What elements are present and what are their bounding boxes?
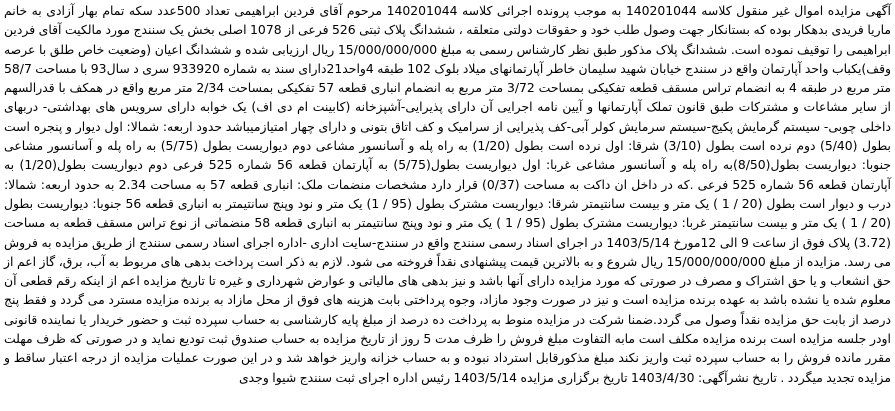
auction-notice-text: آگهی مزایده اموال غیر منقول کلاسه 140201044 به موجب پرونده اجرائی کلاسه 140201044 مرحوم آقای فردین ابراهیمی تعداد 500عدد سکه تمام بهار آزادی به خانم ماریا فریدی بدهکار بوده که بستانکار جهت وصول طلب خود و حقوقات دولتی متعلقه ، ششدانگ پلاک ثبتی 526 فرعی از 1078 اصلی بخش یک سنندج مورد مالکیت آقای فردین ابراهیمی را توقیف نموده است. ششدانگ پلاک مذکور طبق نظر کارشناس رسمی به مبلغ 15/000/000/000 ریال ارزیابی شده و ششدانگ اعیان (وضعیت خاص طلق با عرصه وقف)یکباب واحد آپارتمان واقع در سنندج خیابان شهید سلیمان خاطر آپارتمانهای میلاد بلوک 102 طبقه 4واحد21دارای سند به شماره 933920 سری د سال93 با مساحت 58/7 متر مربع در طبقه 4 به انضمام تراس مسقف قطعه تفکیکی بمساحت 3/72 متر مربع به انضمام انباری قطعه 57 تفکیکی بمساحت 2/34 متر مربع واقع در همکف با قدرالسهم از سایر مشاعات و مشترکات طبق قانون تملک آپارتمانها و آیین نامه اجرایی آن دارای پذیرایی-آشپزخانه (کابینت ام دی اف) یک خوابه دارای سرویس های بهداشتی- دربهای داخلی چوبی- سیستم گرمایش پکیج-سیستم سرمایش کولر آبی-کف پذیرایی از سرامیک و کف اتاق بتونی و دارای چهار امتیازمیباشد حدود اربعه: شمالا: اول دیوار و پنجره است بطول (5/40) دوم نرده است بطول (3/10) شرقا: اول نرده است بطول (1/20) به راه پله و آسانسور مشاعی دوم دیواریست بطول (5/75) به راه پله و آسانسور مشاعی جنوبا: دیواریست بطول(8/50)به راه پله و آسانسور مشاعی غربا: اول دیواریست بطول(5/75) به آپارتمان قطعه 56 شماره 525 فرعی دوم دیواریست بطول(1/20) به آپارتمان قطعه 56 شماره 525 فرعی .که در داخل ان داکت به مساحت (0/37) قرار دارد مشخصات منضمات ملک: انباری قطعه 57 به مساحت 2.34 به حدود اربعه: شمالا: درب و دیوار است بطول (20 / 1 ) یک متر و بیست سانتیمتر شرقا: دیواریست مشترک بطول (95 / 1) یک متر و نود وپنج سانتیمتر به انباری قطعه 56 جنوبا: دیواریست بطول (20 / 1 ) یک متر و بیست سانتیمتر غربا: دیواریست مشترک بطول (95 / 1 ) یک متر و نود وپنج سانتیمتر به انباری قطعه 58 منضماتی از نوع تراس مسقف قطعه به مساحت (3.72) پلاک فوق از ساعت 9 الی 12مورخ 1403/5/14 در اجرای اسناد رسمی سنندج واقع در سنندج-سایت اداری -اداره اجرای اسناد رسمی سنندج از طریق مزایده به فروش می رسد. مزایده از مبلغ 15/000/000/000 ریال شروع و به بالاترین قیمت پیشنهادی نقداً فروخته می شود. لازم به ذکر است پرداخت بدهی های مربوط به آب، برق، گاز اعم از حق انشعاب و یا حق اشتراک و مصرف در صورتی که مورد مزایده دارای آنها باشد و نیز بدهی های مالیاتی و عوارض شهرداری و غیره تا تاریخ مزایده اعم از اینکه رقم قطعی آن معلوم شده یا نشده باشد به عهده برنده مزایده است و نیز در صورت وجود مازاد، وجوه پرداختی بابت هزینه های فوق از محل مازاد به برنده مزایده مسترد می گردد و فقط پنج درصد از بابت حق مزایده نقداً وصول می گردد.ضمنا شرکت در مزایده منوط به پرداخت ده درصد از مبلغ پایه کارشناسی به حساب سپرده ثبت و حضور خریدار یا نماینده قانونی اودر جلسه مزایده است برنده مزایده مکلف است مابه التفاوت مبلغ فروش را ظرف مدت 5 روز از تاریخ مزایده به حساب صندوق ثبت تودیع نماید و در صورتی که ظرف مهلت مقرر مانده فروش را به حساب سپرده ثبت واریز نکند مبلغ مذکورقابل استرداد نبوده و به حساب خزانه واریز خواهد شد و در این صورت عملیات مزایده از درجه اعتبار ساقط و مزایده تجدید میگردد . تاریخ نشرآگهی: 1403/4/30 تاریخ برگزاری مزایده 1403/5/14 رئیس اداره اجرای ثبت سنندج شیوا وجدی [4, 3, 892, 385]
